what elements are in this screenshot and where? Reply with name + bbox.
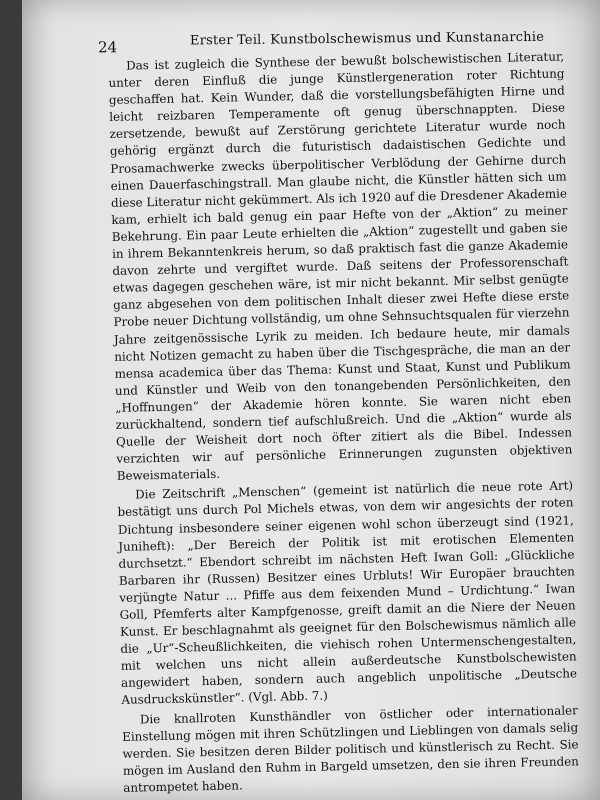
paragraph-1: Das ist zugleich die Synthese der bewußt bolschewistischen Literatur, unter deren Einfluß die junge Künstlergeneration roter Richtung geschaffen hat. Kein Wunder, daß die vorstellungsbefähigten Hirne und leicht reizbaren Temperamente oft genug überschnappten. Diese zersetzende, bewußt auf Zerstörung gerichtete Literatur wurde noch gehörig ergänzt durch die futuristisch dadaistischen Gedichte und Prosamachwerke zwecks überpolitischer Verblödung der Gehirne durch einen Dauerfaschingstrall. Man glaube nicht, die Künstler hätten sich um diese Literatur nicht gekümmert. Als ich 1920 auf die Dresdener Akademie kam, erhielt ich bald genug ein paar Hefte von der „Aktion“ zu meiner Bekehrung. Ein paar Leute erhielten die „Aktion“ zugestellt und gaben sie in ihrem Bekanntenkreis herum, so daß praktisch fast die ganze Akademie davon zehrte und vergiftet wurde. Daß seitens der Professorenschaft etwas dagegen geschehen wäre, ist mir nicht bekannt. Mir selbst genügte ganz abgesehen von dem politischen Inhalt dieser zwei Hefte diese erste Probe neuer Dichtung vollständig, um ohne Sehnsuchtsqualen für vierzehn Jahre zeitgenössische Lyrik zu meiden. Ich bedaure heute, mir damals nicht Notizen gemacht zu haben über die Tischgespräche, die man an der mensa academica über das Thema: Kunst und Staat, Kunst und Publikum und Künstler und Weib von den tonangebenden Persönlichkeiten, den „Hoffnungen“ der Akademie hören konnte. Sie waren nicht eben zurückhaltend, sondern tief aufschlußreich. Und die „Aktion“ wurde als Quelle der Weisheit dort noch öfter zitiert als die Bibel. Indessen verzichten wir auf persönliche Erinnerungen zugunsten objektiven Beweismaterials. <box>108 49 573 484</box>
body-text <box>108 48 579 796</box>
paragraph-2 <box>117 478 578 710</box>
book-page <box>22 0 600 800</box>
paragraph-3: Die knallroten Kunsthändler von östlicher oder internationaler Einstellung mögen mit ihren Schützlingen und Lieblingen von damals selig werden. Sie besitzen deren Bilder politisch und künstlerisch zu Recht. Sie mögen im Ausland den Ruhm in Bargeld umsetzen, den sie ihren Freunden antrompetet haben. <box>122 702 579 795</box>
page-number: 24 <box>97 38 118 57</box>
figure-reference: (Vgl. Abb. 7.) <box>248 689 328 705</box>
running-head: Erster Teil. Kunstbolschewismus und Kunstanarchie <box>189 29 545 49</box>
paragraph-2-text: Die Zeitschrift „Menschen“ (gemeint ist natürlich die neue rote Art) bestätigt uns durch Pol Michels etwas, von dem wir angesichts der roten Dichtung insbesondere seiner eigenen wohl schon überzeugt sind (1921, Juniheft): „Der Bereich der Politik ist mit erotischen Elementen durchsetzt.“ Ebendort schreibt im nächsten Heft Iwan Goll: „Glückliche Barbaren ihr (Russen) Besitzer eines Urbluts! Wir Europäer brauchten verjüngte Natur ... Pfiffe aus dem feixenden Mund – Urdichtung.“ Iwan Goll, Pfemferts alter Kampfgenosse, greift damit an die Niere der Neuen Kunst. Er beschlagnahmt als geeignet für den Bolschewismus nämlich alle die „Ur“-Scheußlichkeiten, die viehisch rohen Untermenschengestalten, mit welchen uns nicht allein außerdeutsche Kunstbolschewisten angewidert haben, sondern auch angeblich unpolitische „Deutsche Ausdruckskünstler“. <box>117 478 578 708</box>
